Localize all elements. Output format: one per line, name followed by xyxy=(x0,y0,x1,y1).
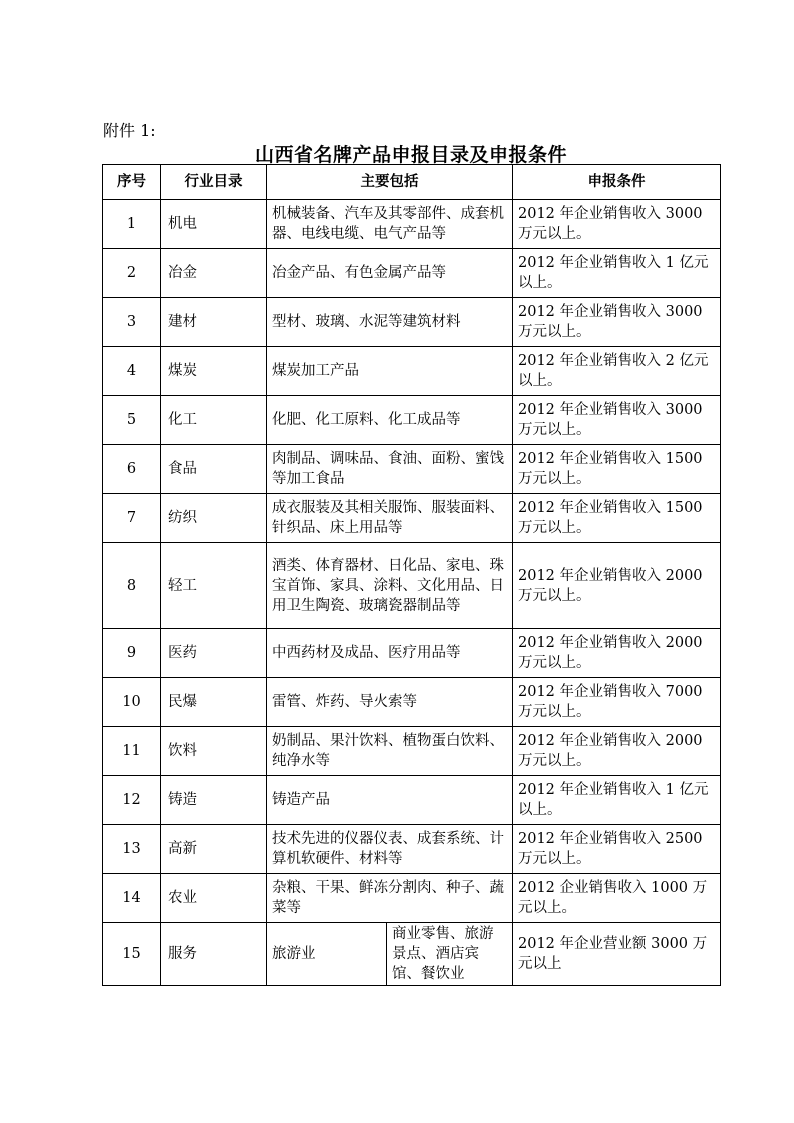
cell-industry: 煤炭 xyxy=(161,347,267,396)
cell-scope: 机械装备、汽车及其零部件、成套机器、电线电缆、电气产品等 xyxy=(267,200,513,249)
table-row xyxy=(103,494,721,543)
cell-seq: 15 xyxy=(103,923,161,986)
cell-seq: 13 xyxy=(103,825,161,874)
table-row xyxy=(103,347,721,396)
cell-scope: 成衣服装及其相关服饰、服装面料、针织品、床上用品等 xyxy=(267,494,513,543)
cell-scope: 铸造产品 xyxy=(267,776,513,825)
cell-condition: 2012 年企业销售收入 1500 万元以上。 xyxy=(513,445,721,494)
cell-industry: 冶金 xyxy=(161,249,267,298)
table-row xyxy=(103,776,721,825)
cell-seq: 4 xyxy=(103,347,161,396)
cell-industry: 服务 xyxy=(161,923,267,986)
cell-condition: 2012 年企业销售收入 1 亿元以上。 xyxy=(513,776,721,825)
cell-industry: 建材 xyxy=(161,298,267,347)
cell-industry: 铸造 xyxy=(161,776,267,825)
cell-seq: 6 xyxy=(103,445,161,494)
cell-seq: 12 xyxy=(103,776,161,825)
cell-scope: 雷管、炸药、导火索等 xyxy=(267,678,513,727)
cell-seq: 2 xyxy=(103,249,161,298)
cell-scope-primary: 旅游业 xyxy=(267,923,387,986)
cell-industry: 轻工 xyxy=(161,543,267,629)
cell-scope-secondary: 商业零售、旅游景点、酒店宾馆、餐饮业 xyxy=(387,923,513,986)
cell-scope: 技术先进的仪器仪表、成套系统、计算机软硬件、材料等 xyxy=(267,825,513,874)
cell-condition: 2012 年企业销售收入 2000 万元以上。 xyxy=(513,629,721,678)
cell-condition: 2012 年企业销售收入 3000 万元以上。 xyxy=(513,396,721,445)
cell-condition: 2012 年企业销售收入 2000 万元以上。 xyxy=(513,543,721,629)
cell-scope: 奶制品、果汁饮料、植物蛋白饮料、纯净水等 xyxy=(267,727,513,776)
cell-industry: 饮料 xyxy=(161,727,267,776)
cell-seq: 8 xyxy=(103,543,161,629)
table-row xyxy=(103,396,721,445)
table-row xyxy=(103,298,721,347)
document-title: 山西省名牌产品申报目录及申报条件 xyxy=(254,144,567,166)
cell-industry: 民爆 xyxy=(161,678,267,727)
cell-industry: 医药 xyxy=(161,629,267,678)
cell-condition: 2012 企业销售收入 1000 万元以上。 xyxy=(513,874,721,923)
table-row xyxy=(103,445,721,494)
table-row xyxy=(103,543,721,629)
header-industry: 行业目录 xyxy=(161,165,267,200)
table-row xyxy=(103,678,721,727)
cell-condition: 2012 年企业销售收入 1500 万元以上。 xyxy=(513,494,721,543)
cell-scope: 中西药材及成品、医疗用品等 xyxy=(267,629,513,678)
cell-condition: 2012 年企业销售收入 2500 万元以上。 xyxy=(513,825,721,874)
header-condition: 申报条件 xyxy=(513,165,721,200)
header-scope: 主要包括 xyxy=(267,165,513,200)
cell-seq: 3 xyxy=(103,298,161,347)
cell-scope: 杂粮、干果、鲜冻分割肉、种子、蔬菜等 xyxy=(267,874,513,923)
table-row xyxy=(103,923,721,986)
table-row xyxy=(103,200,721,249)
attachment-label: 附件 1: xyxy=(103,121,156,140)
catalog-table xyxy=(102,164,721,986)
cell-condition: 2012 年企业营业额 3000 万元以上 xyxy=(513,923,721,986)
cell-industry: 高新 xyxy=(161,825,267,874)
table-row xyxy=(103,825,721,874)
cell-condition: 2012 年企业销售收入 7000 万元以上。 xyxy=(513,678,721,727)
cell-scope: 肉制品、调味品、食油、面粉、蜜饯等加工食品 xyxy=(267,445,513,494)
table-row xyxy=(103,629,721,678)
cell-condition: 2012 年企业销售收入 2000 万元以上。 xyxy=(513,727,721,776)
cell-condition: 2012 年企业销售收入 3000 万元以上。 xyxy=(513,200,721,249)
cell-scope: 煤炭加工产品 xyxy=(267,347,513,396)
header-seq: 序号 xyxy=(103,165,161,200)
cell-scope: 冶金产品、有色金属产品等 xyxy=(267,249,513,298)
cell-seq: 9 xyxy=(103,629,161,678)
table-row xyxy=(103,249,721,298)
cell-industry: 机电 xyxy=(161,200,267,249)
cell-seq: 5 xyxy=(103,396,161,445)
cell-scope: 型材、玻璃、水泥等建筑材料 xyxy=(267,298,513,347)
cell-seq: 14 xyxy=(103,874,161,923)
cell-industry: 农业 xyxy=(161,874,267,923)
table-row xyxy=(103,727,721,776)
cell-scope: 化肥、化工原料、化工成品等 xyxy=(267,396,513,445)
cell-condition: 2012 年企业销售收入 2 亿元以上。 xyxy=(513,347,721,396)
cell-seq: 11 xyxy=(103,727,161,776)
cell-condition: 2012 年企业销售收入 1 亿元以上。 xyxy=(513,249,721,298)
cell-industry: 化工 xyxy=(161,396,267,445)
cell-scope: 酒类、体育器材、日化品、家电、珠宝首饰、家具、涂料、文化用品、日用卫生陶瓷、玻璃瓷器制品等 xyxy=(267,543,513,629)
table-row xyxy=(103,874,721,923)
cell-industry: 纺织 xyxy=(161,494,267,543)
cell-industry: 食品 xyxy=(161,445,267,494)
cell-seq: 1 xyxy=(103,200,161,249)
cell-seq: 7 xyxy=(103,494,161,543)
table-header-row xyxy=(103,165,721,200)
cell-condition: 2012 年企业销售收入 3000 万元以上。 xyxy=(513,298,721,347)
cell-seq: 10 xyxy=(103,678,161,727)
